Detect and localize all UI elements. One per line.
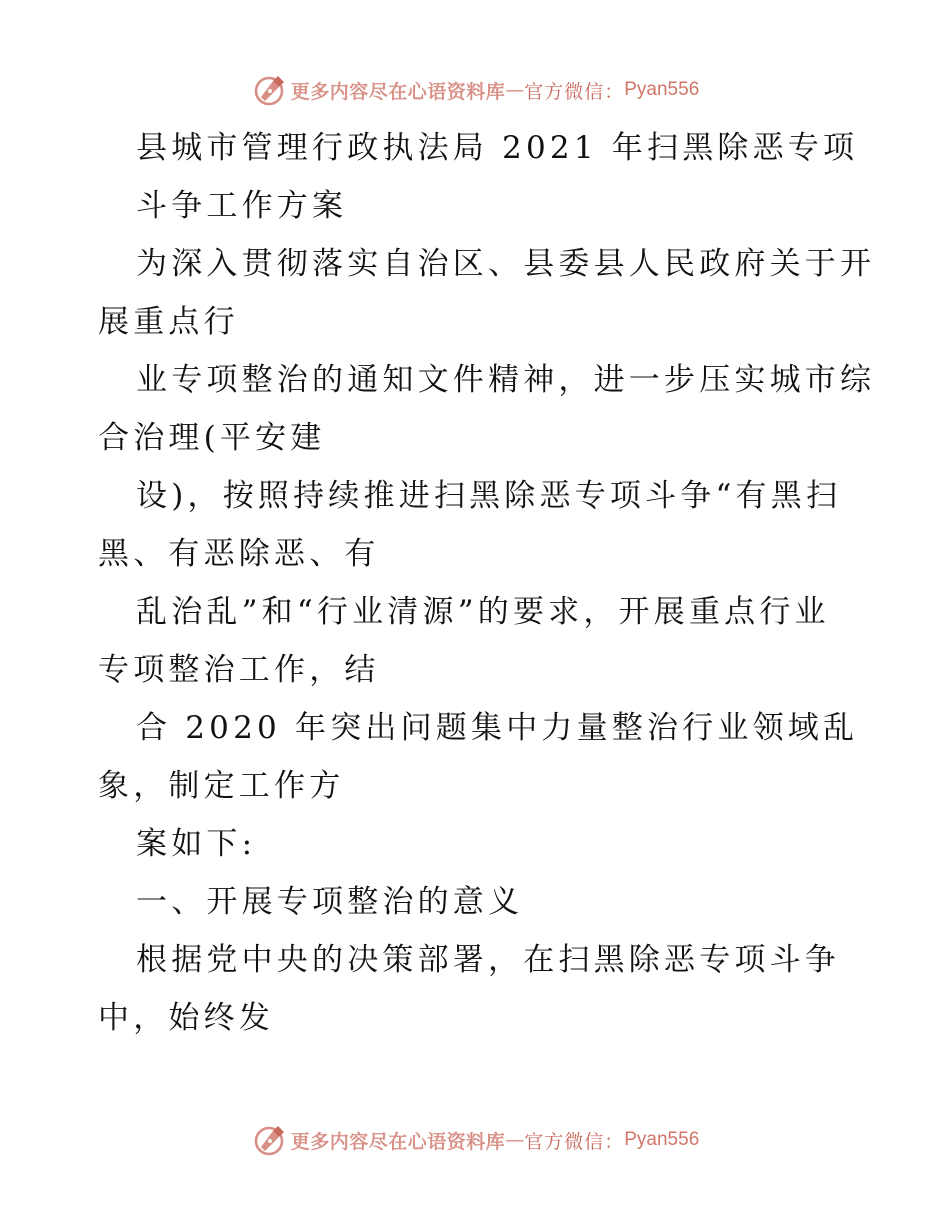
paragraph-line: 为深入贯彻落实自治区、县委县人民政府关于开 [136,246,876,282]
watermark-banner-bottom [0,1122,950,1158]
paragraph-line: 专项整治工作，结 [98,652,380,688]
paragraph-line: 象，制定工作方 [98,768,345,804]
paragraph-line: 黑、有恶除恶、有 [98,536,380,572]
watermark-brand: 更多内容尽在心语资料库 [290,80,506,103]
pen-nib-logo-icon [251,72,287,108]
paragraph-line: 展重点行 [98,304,239,340]
paragraph-line: 合治理(平安建 [98,420,326,456]
watermark-brand: 更多内容尽在心语资料库 [290,1130,506,1153]
paragraph-line: 案如下: [136,826,257,862]
section-heading: 一、开展专项整治的意义 [136,884,524,920]
paragraph-line: 设)，按照持续推进扫黑除恶专项斗争“有黑扫 [136,478,842,514]
watermark-wechat-id: Pyan556 [624,79,700,100]
watermark-wechat-label: 官方微信： [524,80,625,103]
watermark-wechat-label: 官方微信： [524,1130,625,1153]
paragraph-line: 业专项整治的通知文件精神，进一步压实城市综 [136,362,876,398]
paragraph-line: 中，始终发 [98,1000,274,1036]
pen-nib-logo-icon [251,1122,287,1158]
paragraph-line: 根据党中央的决策部署，在扫黑除恶专项斗争 [136,942,840,978]
watermark-wechat-id: Pyan556 [624,1129,700,1150]
paragraph-line: 合 2020 年突出问题集中力量整治行业领域乱 [136,710,859,746]
watermark-banner-top [0,72,950,108]
document-title-line-2: 斗争工作方案 [136,188,348,224]
watermark-dash: — [505,79,525,101]
paragraph-line: 乱治乱”和“行业清源”的要求，开展重点行业 [136,594,830,630]
document-title-line-1: 县城市管理行政执法局 2021 年扫黑除恶专项 [136,130,859,166]
watermark-dash: — [505,1129,525,1151]
